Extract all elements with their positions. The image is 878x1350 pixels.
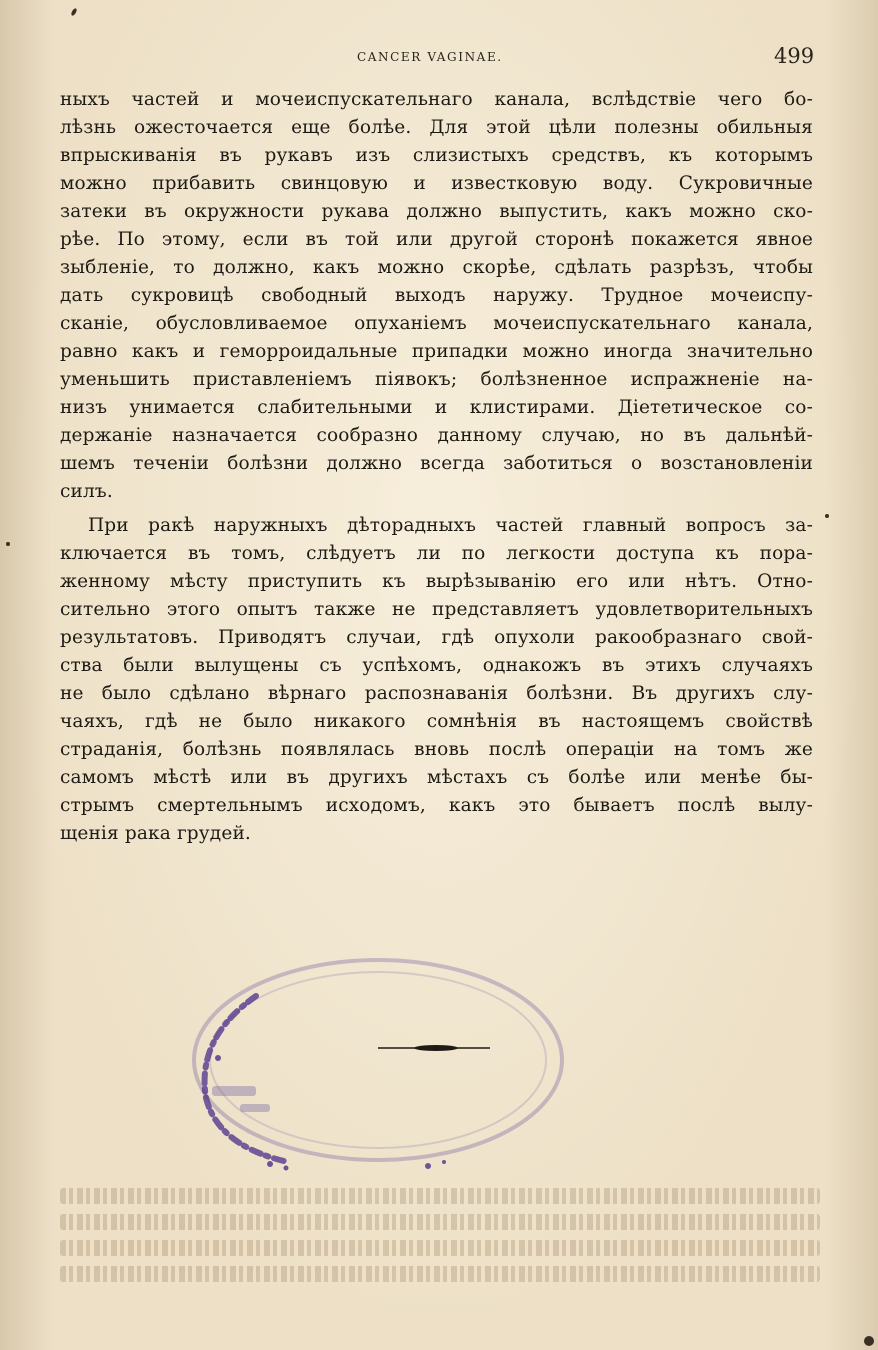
text-line: При ракѣ наружныхъ дѣторадныхъ частей главный вопросъ за- (88, 515, 813, 536)
library-stamp (178, 948, 570, 1180)
text-line: ныхъ частей и мочеиспускательнаго канала, вслѣдствіе чего бо- (60, 89, 813, 110)
body-text (60, 86, 813, 848)
stamp-oval (194, 960, 562, 1160)
text-line: зыбленіе, то должно, какъ можно скорѣе, сдѣлать разрѣзъ, чтобы (60, 257, 813, 278)
text-line: ства были вылущены съ успѣхомъ, однакожъ въ этихъ случаяхъ (60, 655, 813, 676)
text-line: сительно этого опытъ также не представляетъ удовлетворительныхъ (60, 599, 813, 620)
text-line: результатовъ. Приводятъ случаи, гдѣ опухоли ракообразнаго свой- (60, 627, 813, 648)
text-line: ключается въ томъ, слѣдуетъ ли по легкости доступа къ пора- (60, 543, 813, 564)
text-line: дать сукровицѣ свободный выходъ наружу. Трудное мочеиспу- (60, 285, 813, 306)
ink-spot (70, 8, 77, 17)
text-line: сканіе, обусловливаемое опуханіемъ мочеиспускательнаго канала, (60, 313, 813, 334)
stamp-left-arc (205, 996, 288, 1162)
stamp-faint-text (212, 1086, 270, 1112)
text-line: женному мѣсту приступить къ вырѣзыванію его или нѣтъ. Отно- (60, 571, 813, 592)
text-line: шемъ теченіи болѣзни должно всегда заботиться о возстановленіи (60, 453, 813, 474)
text-line: чаяхъ, гдѣ не было никакого сомнѣнія въ настоящемъ свойствѣ (60, 711, 813, 732)
text-line: держаніе назначается сообразно данному случаю, но въ дальнѣй- (60, 425, 813, 446)
ink-spot (6, 542, 10, 546)
text-line: лѣзнь ожесточается еще болѣе. Для этой цѣли полезны обильныя (60, 117, 813, 138)
text-line: силъ. (60, 481, 113, 502)
paragraph-2 (60, 512, 813, 848)
section-end-ornament (378, 1045, 490, 1051)
text-line: затеки въ окружности рукава должно выпустить, какъ можно ско- (60, 201, 813, 222)
text-line: можно прибавить свинцовую и известковую воду. Сукровичные (60, 173, 813, 194)
text-line: равно какъ и геморроидальные припадки можно иногда значительно (60, 341, 813, 362)
paragraph-1 (60, 86, 813, 506)
stamp-dots (215, 1055, 446, 1171)
text-line: страданія, болѣзнь появлялась вновь послѣ операціи на томъ же (60, 739, 813, 760)
ink-spot (825, 514, 829, 518)
text-line: впрыскиванія въ рукавъ изъ слизистыхъ средствъ, къ которымъ (60, 145, 813, 166)
page-number: 499 (774, 44, 815, 68)
text-line: не было сдѣлано вѣрнаго распознаванія болѣзни. Въ другихъ слу- (60, 683, 813, 704)
bleed-through-text (60, 1188, 820, 1288)
text-line: низъ унимается слабительными и клистирами. Діететическое со- (60, 397, 813, 418)
running-head (0, 44, 878, 68)
text-line: рѣе. По этому, если въ той или другой сторонѣ покажется явное (60, 229, 813, 250)
running-title: CANCER VAGINAE. (357, 50, 503, 64)
text-line: щенія рака грудей. (60, 823, 251, 844)
text-line: стрымъ смертельнымъ исходомъ, какъ это бываетъ послѣ вылу- (60, 795, 813, 816)
ink-spot (864, 1336, 874, 1346)
text-line: самомъ мѣстѣ или въ другихъ мѣстахъ съ болѣе или менѣе бы- (60, 767, 813, 788)
text-line: уменьшить приставленіемъ піявокъ; болѣзненное испражненіе на- (60, 369, 813, 390)
